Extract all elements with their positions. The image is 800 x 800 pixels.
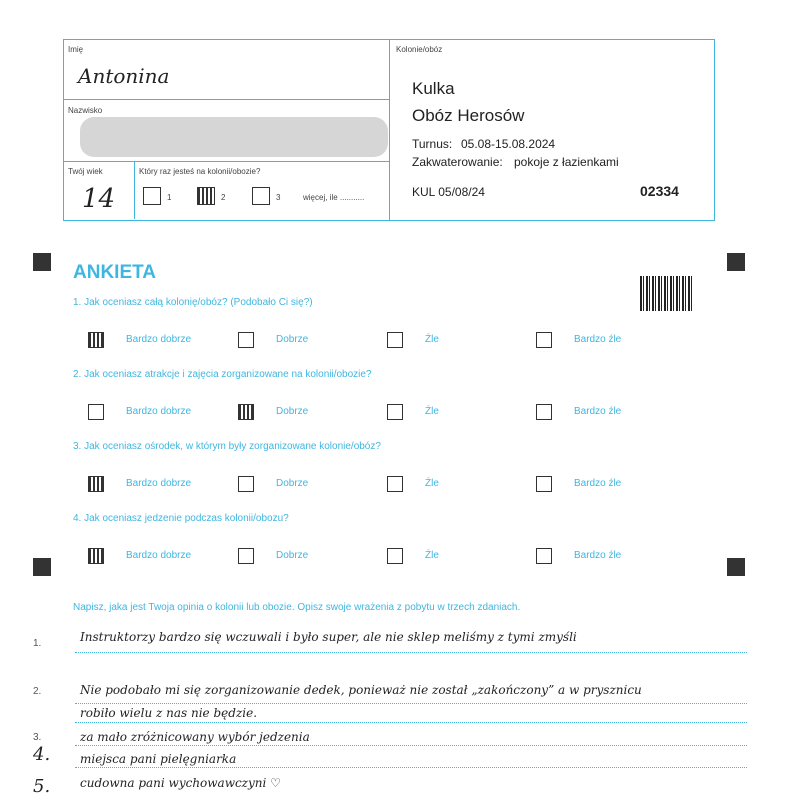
question-text: 3. Jak oceniasz ośrodek, w którym były zorganizowane kolonie/obóz? <box>73 441 381 452</box>
rating-option-label: Bardzo dobrze <box>126 406 192 417</box>
rating-option-label: Bardzo dobrze <box>126 478 192 489</box>
answer-text[interactable]: Nie podobało mi się zorganizowanie dedek, ponieważ nie został „zakończony” a w prysznicu <box>80 683 642 697</box>
question-text: 2. Jak oceniasz atrakcje i zajęcia zorganizowane na kolonii/obozie? <box>73 369 372 380</box>
answer-line <box>75 722 747 723</box>
times-option-1: 1 <box>167 193 172 202</box>
age-value[interactable]: 14 <box>82 184 116 214</box>
rating-checkbox[interactable] <box>88 332 104 348</box>
rating-option-label: Źle <box>425 478 439 489</box>
line-number: 2. <box>33 686 42 697</box>
rating-checkbox[interactable] <box>536 404 552 420</box>
turnus-label: Turnus: <box>412 137 453 151</box>
registration-marker <box>33 253 51 271</box>
answer-text[interactable]: Instruktorzy bardzo się wczuwali i było super, ale nie sklep meliśmy z tymi zmyśli <box>80 630 577 644</box>
header-divider-2 <box>63 161 389 162</box>
rating-option-label: Bardzo źle <box>574 478 622 489</box>
camp-code: KUL 05/08/24 <box>412 185 485 199</box>
rating-checkbox[interactable] <box>536 476 552 492</box>
rating-checkbox[interactable] <box>238 476 254 492</box>
surname-label: Nazwisko <box>68 106 103 115</box>
registration-marker <box>33 558 51 576</box>
answer-line <box>75 703 747 704</box>
rating-option-label: Bardzo źle <box>574 550 622 561</box>
registration-marker <box>727 558 745 576</box>
rating-option-label: Dobrze <box>276 406 309 417</box>
rating-option-label: Źle <box>425 550 439 561</box>
registration-marker <box>727 253 745 271</box>
rating-option-label: Dobrze <box>276 334 309 345</box>
rating-option-label: Dobrze <box>276 550 309 561</box>
times-checkbox-3[interactable] <box>252 187 270 205</box>
rating-option-label: Bardzo dobrze <box>126 550 192 561</box>
surname-redacted <box>80 117 388 157</box>
answer-text[interactable]: miejsca pani pielęgniarka <box>80 752 237 766</box>
line-number: 4. <box>33 744 51 765</box>
rating-option-label: Źle <box>425 406 439 417</box>
survey-title: ANKIETA <box>73 262 157 283</box>
name-value[interactable]: Antonina <box>78 64 170 88</box>
times-option-3: 3 <box>276 193 281 202</box>
accom-label: Zakwaterowanie: <box>412 155 503 169</box>
times-checkbox-1[interactable] <box>143 187 161 205</box>
rating-option-label: Bardzo dobrze <box>126 334 192 345</box>
rating-checkbox[interactable] <box>238 548 254 564</box>
rating-checkbox[interactable] <box>238 404 254 420</box>
accom-value: pokoje z łazienkami <box>514 155 619 169</box>
camp-subname: Obóz Herosów <box>412 106 525 125</box>
rating-checkbox[interactable] <box>387 548 403 564</box>
rating-option-label: Bardzo źle <box>574 406 622 417</box>
line-number: 3. <box>33 732 42 743</box>
rating-option-label: Źle <box>425 334 439 345</box>
rating-checkbox[interactable] <box>387 404 403 420</box>
camp-label: Kolonie/obóz <box>396 45 443 54</box>
form-number: 02334 <box>640 183 679 199</box>
question-text: 1. Jak oceniasz całą kolonię/obóz? (Podobało Ci się?) <box>73 297 313 308</box>
barcode <box>640 276 692 311</box>
turnus-value: 05.08-15.08.2024 <box>461 137 556 151</box>
rating-checkbox[interactable] <box>88 548 104 564</box>
camp-name: Kulka <box>412 79 455 98</box>
line-number: 5. <box>33 776 51 797</box>
rating-checkbox[interactable] <box>88 404 104 420</box>
rating-option-label: Dobrze <box>276 478 309 489</box>
answer-text[interactable]: robiło wielu z nas nie będzie. <box>80 706 258 720</box>
open-prompt: Napisz, jaka jest Twoja opinia o kolonii lub obozie. Opisz swoje wrażenia z pobytu w trzech zdaniach. <box>73 602 521 613</box>
rating-checkbox[interactable] <box>387 476 403 492</box>
answer-line <box>75 767 747 768</box>
times-checkbox-2[interactable] <box>197 187 215 205</box>
rating-checkbox[interactable] <box>387 332 403 348</box>
header-divider-age <box>134 161 135 219</box>
rating-checkbox[interactable] <box>238 332 254 348</box>
name-label: Imię <box>68 45 84 54</box>
rating-checkbox[interactable] <box>536 548 552 564</box>
times-option-2: 2 <box>221 193 226 202</box>
header-divider-vertical <box>389 39 390 220</box>
rating-option-label: Bardzo źle <box>574 334 622 345</box>
answer-line <box>75 745 747 746</box>
question-text: 4. Jak oceniasz jedzenie podczas kolonii/obozu? <box>73 513 289 524</box>
times-label: Który raz jesteś na kolonii/obozie? <box>139 167 261 176</box>
age-label: Twój wiek <box>68 167 103 176</box>
answer-line <box>75 652 747 653</box>
line-number: 1. <box>33 638 42 649</box>
header-divider-1 <box>63 99 389 100</box>
rating-checkbox[interactable] <box>536 332 552 348</box>
times-more: więcej, ile ........... <box>303 193 365 202</box>
answer-text[interactable]: cudowna pani wychowawczyni ♡ <box>80 776 281 790</box>
answer-text[interactable]: za mało zróżnicowany wybór jedzenia <box>80 730 310 744</box>
rating-checkbox[interactable] <box>88 476 104 492</box>
